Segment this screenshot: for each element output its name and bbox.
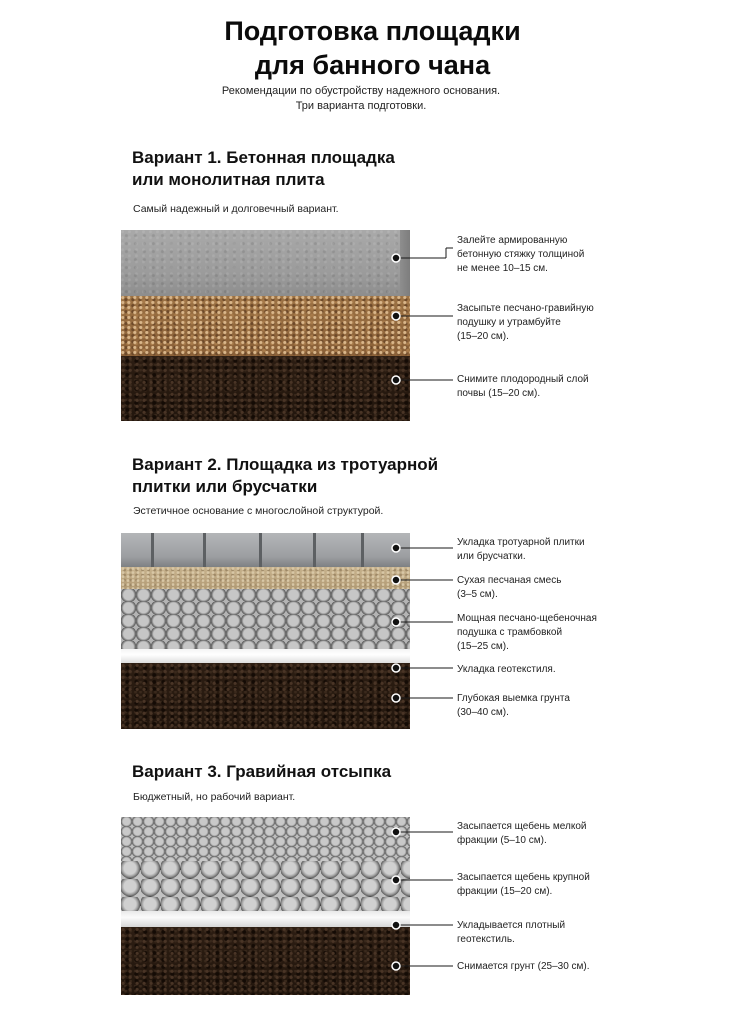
variant-1-title	[132, 147, 395, 191]
fine-gravel-layer	[121, 817, 410, 861]
soil-layer-2	[121, 663, 410, 729]
variant-3-subtitle: Бюджетный, но рабочий вариант.	[133, 791, 296, 803]
intro-line1: Рекомендации по обустройству надежного основания.	[221, 85, 501, 97]
soil-layer	[121, 356, 410, 421]
intro-line2: Три варианта подготовки.	[295, 100, 427, 112]
variant-1-label-3: Снимите плодородный слой почвы (15–20 см).	[457, 374, 589, 399]
variant-1-title-line1: Вариант 1. Бетонная площадка	[132, 148, 395, 167]
variant-2-title-line2: плитки или брусчатки	[132, 477, 318, 496]
concrete-layer	[121, 230, 410, 296]
coarse-gravel-layer	[121, 861, 410, 911]
variant-2-cross-section	[121, 533, 410, 729]
soil-layer-3	[121, 927, 410, 995]
variant-3-label-1: Засыпается щебень мелкой фракции (5–10 см).	[457, 821, 587, 846]
variant-2-label-4: Укладка геотекстиля.	[457, 664, 556, 675]
variant-1-label-1: Залейте армированную бетонную стяжку толщиной не менее 10–15 см.	[457, 235, 585, 274]
variant-2-subtitle: Эстетичное основание с многослойной структурой.	[133, 505, 384, 517]
variant-2-title-line1: Вариант 2. Площадка из тротуарной	[132, 455, 439, 474]
variant-1-label-2: Засыпьте песчано-гравийную подушку и утрамбуйте (15–20 см).	[457, 303, 594, 342]
page-title	[0, 14, 745, 82]
paver-layer	[121, 533, 410, 567]
page-title-line1: Подготовка площадки	[224, 16, 521, 46]
variant-3-title-line1: Вариант 3. Гравийная отсыпка	[132, 762, 392, 781]
variant-3-label-4: Снимается грунт (25–30 см).	[457, 961, 590, 972]
page-title-line2: для банного чана	[254, 50, 491, 80]
sand-gravel-layer	[121, 296, 410, 356]
variant-1-title-line2: или монолитная плита	[132, 170, 325, 189]
variant-3-title	[132, 761, 391, 783]
geotextile-layer	[121, 649, 410, 663]
sand-crushed-stone-layer	[121, 589, 410, 649]
variant-2-label-2: Сухая песчаная смесь (3–5 см).	[457, 575, 562, 600]
dry-sand-layer	[121, 567, 410, 589]
variant-2-label-1: Укладка тротуарной плитки или брусчатки.	[457, 537, 585, 562]
variant-2-label-3: Мощная песчано-щебеночная подушка с трамбовкой (15–25 см).	[457, 613, 597, 652]
variant-2-title	[132, 454, 438, 498]
variant-3-label-2: Засыпается щебень крупной фракции (15–20 см).	[457, 872, 590, 897]
variant-1-cross-section	[121, 230, 410, 421]
variant-1-subtitle: Самый надежный и долговечный вариант.	[133, 203, 339, 215]
variant-3-label-3: Укладывается плотный геотекстиль.	[457, 920, 566, 945]
intro-text	[0, 84, 722, 114]
variant-3-cross-section	[121, 817, 410, 995]
geotextile-layer-3	[121, 911, 410, 927]
variant-2-label-5: Глубокая выемка грунта (30–40 см).	[457, 693, 570, 718]
